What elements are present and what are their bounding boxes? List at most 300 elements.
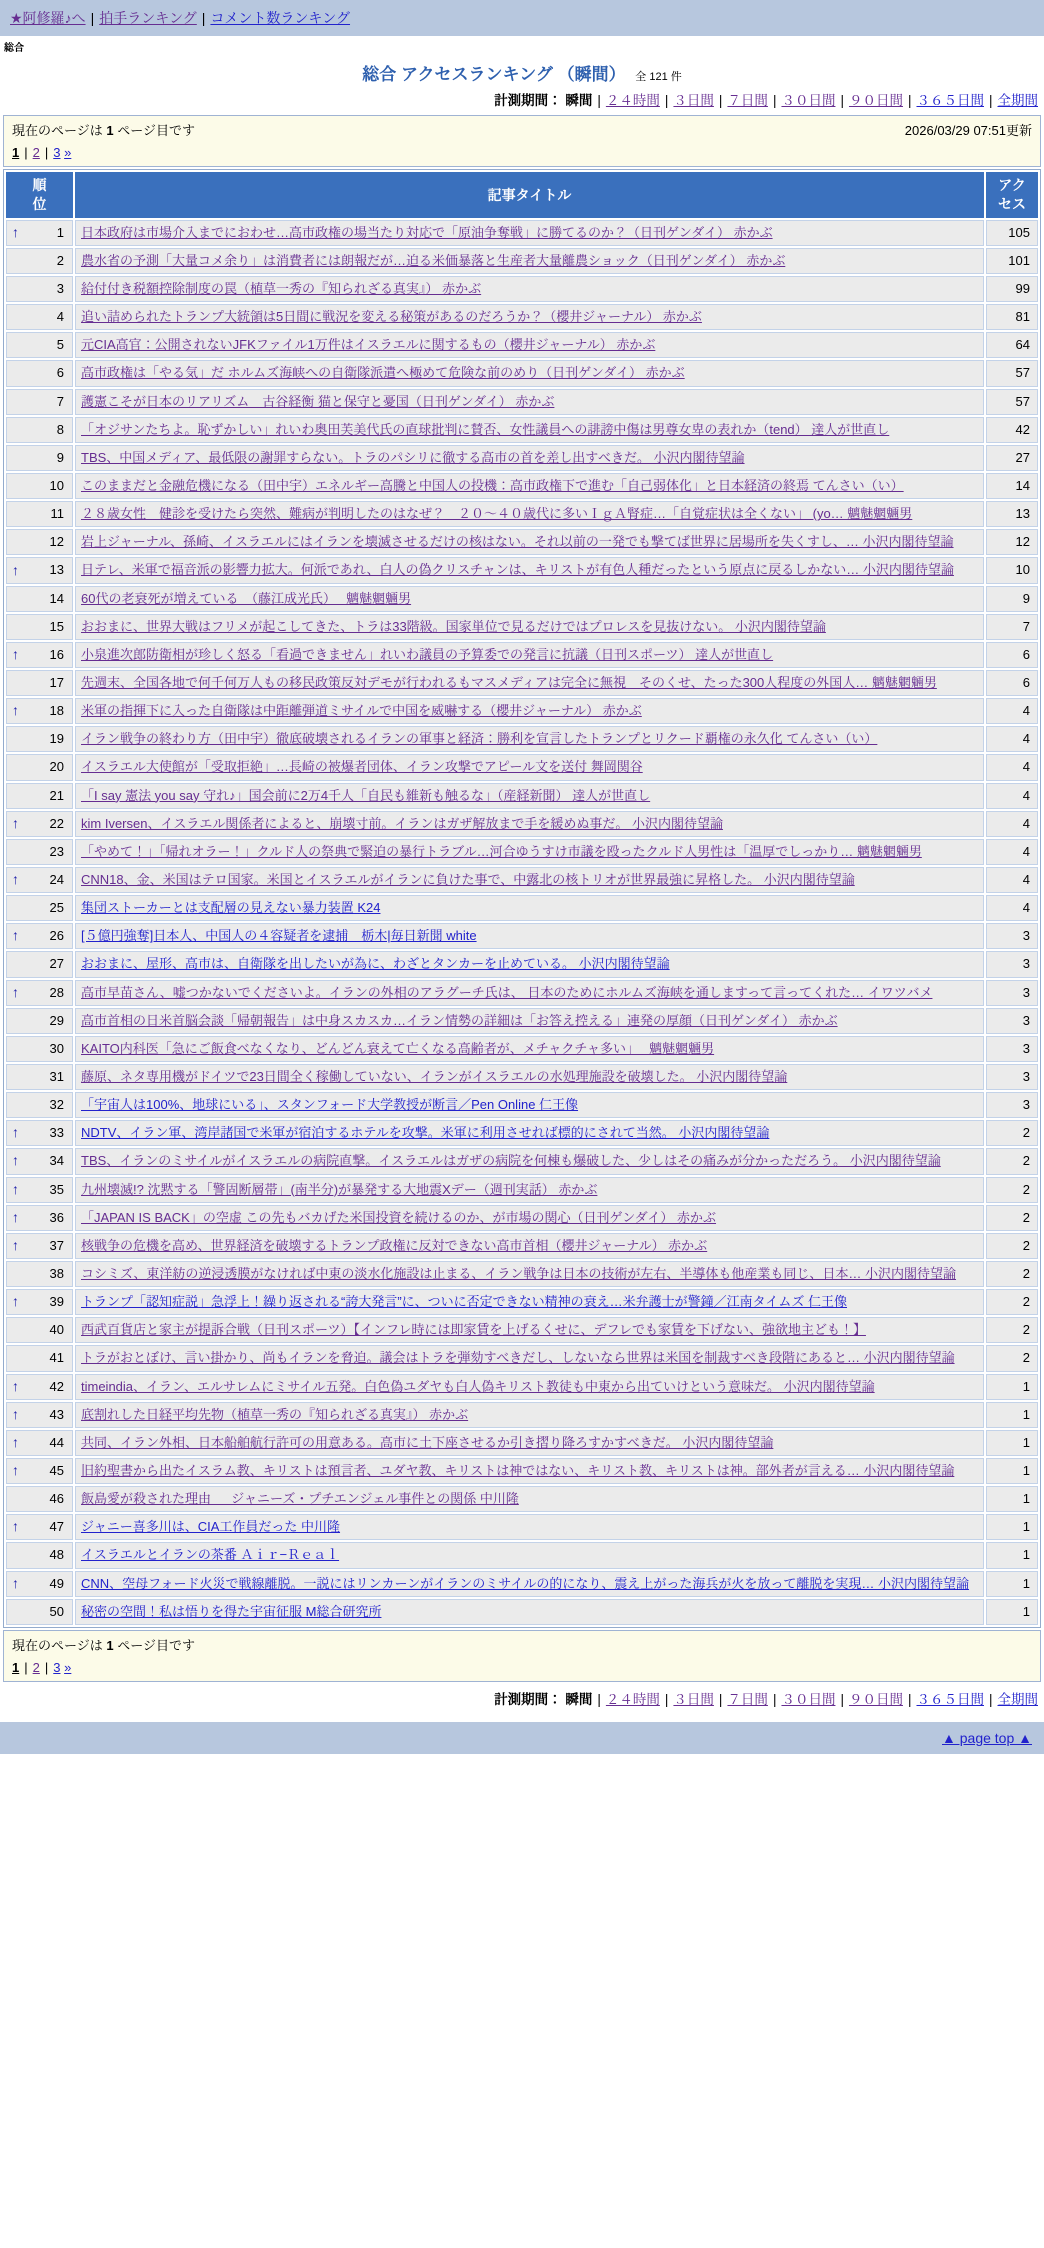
- rank-number: 41: [49, 1350, 64, 1366]
- table-row: [6, 698, 1038, 724]
- separator: |: [597, 1691, 601, 1707]
- rank-cell: [6, 389, 73, 415]
- article-link[interactable]: 日テレ、米軍で福音派の影響力拡大。何派であれ、白人の偽クリスチャンは、キリストが有色人種だったという原点に戻るしかない… 小沢内閣待望論: [81, 562, 954, 578]
- title-cell: [75, 473, 984, 499]
- rank-cell: [6, 1514, 73, 1540]
- article-link[interactable]: 「JAPAN IS BACK」の空虚 この先もバカげた米国投資を続けるのか、が市場の関心（日刊ゲンダイ） 赤かぶ: [81, 1209, 717, 1225]
- rank-cell: [6, 1008, 73, 1034]
- article-link[interactable]: KAITO内科医「急にご飯食べなくなり、どんどん衰えて亡くなる高齢者が、メチャクチャ多い」 魑魅魍魎男: [81, 1040, 715, 1056]
- rank-number: 31: [49, 1069, 64, 1084]
- rank-cell: [6, 980, 73, 1006]
- updated-timestamp: 2026/03/29 07:51更新: [904, 123, 1032, 138]
- access-count: 1: [986, 1402, 1038, 1428]
- period-current: 瞬間: [565, 93, 593, 108]
- topbar-link[interactable]: 拍手ランキング: [99, 10, 197, 26]
- rank-number: 46: [49, 1491, 64, 1507]
- rank-cell: [6, 1064, 73, 1090]
- rank-number: 14: [49, 590, 64, 606]
- title-cell: [75, 1120, 984, 1146]
- table-row: [6, 1205, 1038, 1231]
- table-row: [6, 1120, 1038, 1146]
- article-link[interactable]: 共同、イラン外相、日本船舶航行許可の用意ある。高市に土下座させるか引き摺り降ろすかすべきだ。 小沢内閣待望論: [81, 1434, 774, 1450]
- article-link[interactable]: 給付付き税額控除制度の罠（植草一秀の『知られざる真実』） 赤かぶ: [81, 281, 482, 297]
- table-row: [6, 1008, 1038, 1034]
- rank-cell: [6, 1148, 73, 1174]
- title-cell: [75, 1402, 984, 1428]
- title-cell: [75, 951, 984, 977]
- rank-cell: [6, 783, 73, 809]
- topbar: [0, 0, 1044, 36]
- title-cell: [75, 1233, 984, 1259]
- table-row: [6, 501, 1038, 527]
- period-link[interactable]: ３６５日間: [916, 1691, 984, 1707]
- table-row: [6, 1458, 1038, 1484]
- separator: |: [988, 1691, 993, 1707]
- table-row: [6, 1486, 1038, 1512]
- article-link[interactable]: kim Iversen、イスラエル関係者によると、崩壊寸前。イランはガザ解放まで手を緩めぬ事だ。 小沢内閣待望論: [81, 815, 723, 831]
- rank-cell: [6, 1374, 73, 1400]
- article-link[interactable]: 飯島愛が殺された理由 ＿ ジャニーズ・プチエンジェル事件との関係 中川隆: [81, 1491, 519, 1507]
- title-cell: [75, 557, 984, 583]
- rank-cell: [6, 614, 73, 640]
- title-cell: [75, 445, 984, 471]
- access-count: 3: [986, 951, 1038, 977]
- rank-cell: [6, 501, 73, 527]
- article-link[interactable]: トランプ「認知症説」急浮上！繰り返される“誇大発言”に、ついに否定できない精神の衰え…米弁護士が警鐘／江南タイムズ 仁王像: [81, 1294, 848, 1310]
- table-row: [6, 586, 1038, 612]
- up-arrow-icon: ↑: [12, 1434, 19, 1451]
- separator: |: [718, 1691, 723, 1707]
- rank-number: 29: [49, 1012, 64, 1028]
- title-cell: [75, 895, 984, 921]
- access-count: 2: [986, 1120, 1038, 1146]
- page-info-row: [12, 120, 1032, 139]
- article-link[interactable]: 「宇宙人は100%、地球にいる」、スタンフォード大学教授が断言／Pen Online 仁王像: [81, 1097, 579, 1113]
- up-arrow-icon: ↑: [12, 224, 19, 240]
- title-cell: [75, 1599, 984, 1625]
- table-row: [6, 1064, 1038, 1090]
- access-count: 2: [986, 1261, 1038, 1287]
- table-row: [6, 389, 1038, 415]
- rank-number: 5: [56, 337, 64, 353]
- rank-number: 44: [49, 1434, 64, 1450]
- article-link[interactable]: CNN18、金、米国はテロ国家。米国とイスラエルがイランに負けた事で、中露北の核トリオが世界最強に昇格した。 小沢内閣待望論: [81, 872, 855, 888]
- table-row: [6, 754, 1038, 780]
- rank-cell: [6, 304, 73, 330]
- title-cell: [75, 614, 984, 640]
- table-row: [6, 839, 1038, 865]
- rank-cell: [6, 417, 73, 443]
- rank-number: 40: [49, 1322, 64, 1338]
- access-count: 2: [986, 1317, 1038, 1343]
- topbar-link[interactable]: コメント数ランキング: [210, 10, 351, 26]
- rank-cell: [6, 1092, 73, 1118]
- rank-number: 35: [49, 1181, 64, 1197]
- period-link[interactable]: ２４時間: [605, 93, 660, 108]
- title-cell: [75, 726, 984, 752]
- table-row: [6, 670, 1038, 696]
- separator: |: [664, 1691, 669, 1707]
- up-arrow-icon: ↑: [12, 1574, 19, 1591]
- rank-number: 20: [49, 759, 64, 775]
- article-link[interactable]: 追い詰められたトランプ大統領は5日間に戦況を変える秘策があるのだろうか？（櫻井ジャーナル） 赤かぶ: [81, 309, 702, 325]
- title-cell: [75, 1289, 984, 1315]
- rank-number: 47: [49, 1519, 64, 1535]
- title-cell: [75, 1514, 984, 1540]
- rank-number: 32: [49, 1097, 64, 1113]
- rank-cell: [6, 923, 73, 949]
- access-count: 4: [986, 754, 1038, 780]
- rank-cell: [6, 1430, 73, 1456]
- access-count: 27: [986, 445, 1038, 471]
- period-label: 計測期間：: [494, 1691, 562, 1707]
- rank-cell: [6, 867, 73, 893]
- rank-number: 10: [49, 478, 64, 494]
- rank-cell: [6, 1458, 73, 1484]
- up-arrow-icon: ↑: [12, 814, 19, 831]
- article-link[interactable]: 農水省の予測「大量コメ余り」は消費者には朗報だが…迫る米価暴落と生産者大量離農ショック（日刊ゲンダイ） 赤かぶ: [81, 252, 786, 268]
- table-row: [6, 1092, 1038, 1118]
- table-row: [6, 1402, 1038, 1428]
- separator: |: [718, 93, 723, 108]
- table-row: [6, 304, 1038, 330]
- pagination-current-page: 1: [12, 1659, 20, 1675]
- topbar-link[interactable]: ★阿修羅♪へ: [10, 10, 86, 26]
- page-info-row: [12, 1635, 1032, 1654]
- rank-cell: [6, 473, 73, 499]
- article-link[interactable]: おおまに、屋形、高市は、自衛隊を出したいが為に、わざとタンカーを止めている。 小沢内閣待望論: [81, 956, 670, 972]
- up-arrow-icon: ↑: [12, 1208, 19, 1225]
- pagination-page-link[interactable]: 2: [32, 145, 40, 160]
- access-count: 3: [986, 980, 1038, 1006]
- article-link[interactable]: 「I say 憲法 you say 守れ♪」国会前に2万4千人「自民も維新も触るな」（産経新聞） 達人が世直し: [81, 787, 651, 803]
- article-link[interactable]: 九州壊滅!? 沈黙する「警固断層帯」(南半分)が暴発する大地震Xデー（週刊実話） 赤かぶ: [81, 1181, 598, 1197]
- separator: |: [907, 93, 912, 108]
- separator: |: [597, 93, 601, 108]
- article-link[interactable]: 小泉進次郎防衛相が珍しく怒る「看過できません」れいわ議員の予算委での発言に抗議（日刊スポーツ） 達人が世直し: [81, 646, 774, 662]
- rank-number: 30: [49, 1040, 64, 1056]
- rank-cell: [6, 1036, 73, 1062]
- rank-cell: [6, 586, 73, 612]
- access-count: 1: [986, 1430, 1038, 1456]
- period-selector-top: [0, 85, 1044, 113]
- rank-number: 23: [49, 843, 64, 859]
- period-link[interactable]: ３０日間: [781, 93, 836, 108]
- table-row: [6, 951, 1038, 977]
- rank-cell: [6, 1599, 73, 1625]
- article-link[interactable]: コシミズ、東洋紡の逆浸透膜がなければ中東の淡水化施設は止まる、イラン戦争は日本の技術が左右、半導体も他産業も同じ、日本… 小沢内閣待望論: [81, 1265, 957, 1281]
- table-row: [6, 557, 1038, 583]
- access-count: 4: [986, 726, 1038, 752]
- article-link[interactable]: 護憲こそが日本のリアリズム 古谷経衡 猫と保守と憂国（日刊ゲンダイ） 赤かぶ: [81, 393, 555, 409]
- rank-number: 6: [56, 365, 64, 381]
- article-link[interactable]: 底割れした日経平均先物（植草一秀の『知られざる真実』） 赤かぶ: [81, 1406, 469, 1422]
- article-link[interactable]: イスラエル大使館が「受取拒絶」…長崎の被爆者団体、イラン攻撃でアピール文を送付 舞岡関谷: [81, 759, 643, 775]
- table-row: [6, 1036, 1038, 1062]
- period-link[interactable]: ９０日間: [848, 1691, 903, 1707]
- period-link[interactable]: ３日間: [673, 93, 714, 108]
- access-count: 4: [986, 811, 1038, 837]
- period-current: 瞬間: [565, 1691, 593, 1707]
- title-cell: [75, 1345, 984, 1371]
- rank-cell: [6, 670, 73, 696]
- page-title-line: [0, 54, 1044, 85]
- article-link[interactable]: 西武百貨店と家主が提訴合戦（日刊スポーツ）【インフレ時には即家賃を上げるくせに、デフレでも家賃を下げない、強欲地主ども！】: [81, 1322, 866, 1338]
- access-count: 57: [986, 360, 1038, 386]
- up-arrow-icon: ↑: [12, 983, 19, 1000]
- article-link[interactable]: 秘密の空間！私は悟りを得た宇宙征服 M総合研究所: [81, 1603, 382, 1619]
- separator: |: [907, 1691, 912, 1707]
- rank-cell: [6, 642, 73, 668]
- separator: |: [664, 93, 669, 108]
- current-page-text-before: 現在のページは: [12, 123, 107, 138]
- article-link[interactable]: TBS、イランのミサイルがイスラエルの病院直撃。イスラエルはガザの病院を何棟も爆破した、少しはその痛みが分かっただろう。 小沢内閣待望論: [81, 1153, 941, 1169]
- article-link[interactable]: トラがおとぼけ、言い掛かり、尚もイランを脅迫。議会はトラを弾劾すべきだし、しないなら世界は米国を制裁すべき段階にあると… 小沢内閣待望論: [81, 1350, 955, 1366]
- period-link[interactable]: ９０日間: [848, 93, 903, 108]
- article-link[interactable]: 60代の老衰死が増えている （藤江成光氏） 魑魅魍魎男: [81, 590, 412, 606]
- access-count: 1: [986, 1458, 1038, 1484]
- pagination-page-link[interactable]: 3: [53, 1659, 61, 1675]
- pagination-next-link[interactable]: »: [64, 145, 72, 160]
- article-link[interactable]: 「オジサンたちよ。恥ずかしい」れいわ奥田芙美代氏の直球批判に賛否、女性議員への誹謗中傷は男尊女卑の表れか（tend） 達人が世直し: [81, 421, 890, 437]
- current-page-text-after: ページ目です: [113, 123, 195, 138]
- rank-number: 15: [49, 618, 64, 634]
- rank-number: 36: [49, 1209, 64, 1225]
- pagination-page-link[interactable]: 2: [32, 1659, 40, 1675]
- pagination-current-page: 1: [12, 145, 20, 160]
- rank-cell: [6, 839, 73, 865]
- access-count: 64: [986, 332, 1038, 358]
- rank-number: 49: [49, 1575, 64, 1591]
- period-link[interactable]: ３６５日間: [916, 93, 984, 108]
- article-link[interactable]: TBS、中国メディア、最低限の謝罪すらない。トラのパシリに徹する高市の首を差し出すべきだ。 小沢内閣待望論: [81, 449, 745, 465]
- table-row: [6, 332, 1038, 358]
- article-link[interactable]: 核戦争の危機を高め、世界経済を破壊するトランプ政権に反対できない高市首相（櫻井ジャーナル） 赤かぶ: [81, 1237, 708, 1253]
- separator: |: [44, 1659, 49, 1675]
- rank-number: 1: [56, 224, 64, 240]
- article-link[interactable]: イラン戦争の終わり方（田中宇）徹底破壊されるイランの軍事と経済：勝利を宣言したトランプとリクード覇権の永久化 てんさい（い）: [81, 731, 878, 747]
- article-link[interactable]: 集団ストーカーとは支配層の見えない暴力装置 K24: [81, 900, 381, 916]
- title-cell: [75, 1148, 984, 1174]
- access-count: 101: [986, 248, 1038, 274]
- rank-number: 3: [56, 281, 64, 297]
- rank-cell: [6, 332, 73, 358]
- access-count: 4: [986, 783, 1038, 809]
- table-row: [6, 529, 1038, 555]
- up-arrow-icon: ↑: [12, 1377, 19, 1394]
- article-link[interactable]: 米軍の指揮下に入った自衛隊は中距離弾道ミサイルで中国を威嚇する（櫻井ジャーナル） 赤かぶ: [81, 703, 642, 719]
- separator: |: [840, 1691, 844, 1707]
- title-cell: [75, 923, 984, 949]
- access-count: 2: [986, 1345, 1038, 1371]
- table-row: [6, 867, 1038, 893]
- article-link[interactable]: 高市政権は「やる気」だ ホルムズ海峡への自衛隊派遣へ極めて危険な前のめり（日刊ゲンダイ） 赤かぶ: [81, 365, 685, 381]
- separator: |: [840, 93, 844, 108]
- access-count: 3: [986, 1008, 1038, 1034]
- title-cell: [75, 642, 984, 668]
- separator: |: [772, 93, 777, 108]
- rank-number: 4: [56, 309, 64, 325]
- article-link[interactable]: 日本政府は市場介入までにおわせ…高市政権の場当たり対応で「原油争奪戦」に勝てるのか？（日刊ゲンダイ） 赤かぶ: [81, 224, 773, 240]
- article-link[interactable]: 高市首相の日米首脳会談「帰朝報告」は中身スカスカ…イラン情勢の詳細は「お答え控える」連発の厚顔（日刊ゲンダイ） 赤かぶ: [81, 1012, 838, 1028]
- table-row: [6, 360, 1038, 386]
- title-cell: [75, 220, 984, 246]
- title-cell: [75, 811, 984, 837]
- table-row: [6, 473, 1038, 499]
- table-row: [6, 276, 1038, 302]
- access-count: 105: [986, 220, 1038, 246]
- title-cell: [75, 1205, 984, 1231]
- rank-cell: [6, 726, 73, 752]
- title-cell: [75, 1261, 984, 1287]
- rank-cell: [6, 360, 73, 386]
- access-count: 4: [986, 895, 1038, 921]
- table-row: [6, 783, 1038, 809]
- current-page-number: 1: [106, 1637, 114, 1653]
- rank-cell: [6, 1345, 73, 1371]
- title-cell: [75, 1008, 984, 1034]
- table-row: [6, 417, 1038, 443]
- article-link[interactable]: 高市早苗さん、嘘つかないでくださいよ。イランの外相のアラグーチ氏は、 日本のためにホルムズ海峡を通しますって言ってくれた… イワツバメ: [81, 984, 933, 1000]
- rank-number: 9: [56, 449, 64, 465]
- access-count: 99: [986, 276, 1038, 302]
- article-link[interactable]: ２８歳女性 健診を受けたら突然、難病が判明したのはなぜ？ ２０～４０歳代に多いＩｇＡ腎症…「自覚症状は全くない」 (yo… 魑魅魍魎男: [81, 506, 913, 522]
- ranking-table: [3, 169, 1041, 1628]
- table-row: [6, 980, 1038, 1006]
- title-cell: [75, 529, 984, 555]
- page-info-box-top: [3, 115, 1041, 167]
- period-link[interactable]: 全期間: [997, 1691, 1038, 1707]
- table-row: [6, 1317, 1038, 1343]
- rank-number: 17: [49, 675, 64, 691]
- article-link[interactable]: 岩上ジャーナル、孫崎、イスラエルにはイランを壊滅させるだけの核はない。それ以前の一発でも撃てば世界に居場所を失くすし、… 小沢内閣待望論: [81, 534, 954, 550]
- rank-cell: [6, 1571, 73, 1597]
- period-link[interactable]: ３日間: [673, 1691, 714, 1707]
- article-link[interactable]: ジャニー喜多川は、CIA工作員だった 中川隆: [81, 1519, 341, 1535]
- rank-cell: [6, 1402, 73, 1428]
- access-count: 4: [986, 698, 1038, 724]
- rank-number: 2: [56, 252, 64, 268]
- rank-number: 25: [49, 900, 64, 916]
- access-count: 3: [986, 1036, 1038, 1062]
- up-arrow-icon: ↑: [12, 1405, 19, 1422]
- current-page-text-before: 現在のページは: [12, 1637, 107, 1653]
- article-link[interactable]: NDTV、イラン軍、湾岸諸国で米軍が宿泊するホテルを攻撃。米軍に利用させれば標的にされて当然。 小沢内閣待望論: [81, 1125, 770, 1141]
- page-top-link[interactable]: ▲ page top ▲: [942, 1729, 1032, 1746]
- access-count: 10: [986, 557, 1038, 583]
- table-row: [6, 726, 1038, 752]
- article-link[interactable]: イスラエルとイランの茶番 Ａｉｒ−Ｒｅａｌ: [81, 1547, 340, 1563]
- table-row: [6, 614, 1038, 640]
- article-link[interactable]: timeindia、イラン、エルサレムにミサイル五発。白色偽ユダヤも白人偽キリスト教徒も中東から出ていけという意味だ。 小沢内閣待望論: [81, 1378, 875, 1394]
- access-count: 2: [986, 1289, 1038, 1315]
- access-count: 1: [986, 1542, 1038, 1568]
- page-title: 総合 アクセスランキング （瞬間）: [362, 65, 626, 84]
- rank-cell: [6, 248, 73, 274]
- title-cell: [75, 1064, 984, 1090]
- separator: |: [772, 1691, 777, 1707]
- period-link[interactable]: ２４時間: [605, 1691, 660, 1707]
- article-link[interactable]: おおまに、世界大戦はフリメが起こしてきた、トラは33階級。国家単位で見るだけではプロレスを見抜けない。 小沢内閣待望論: [81, 618, 826, 634]
- rank-cell: [6, 1486, 73, 1512]
- article-link[interactable]: このままだと金融危機になる（田中宇）エネルギー高騰と中国人の投機：高市政権下で進む「自己弱体化」と日本経済の終焉 てんさい（い）: [81, 478, 904, 494]
- up-arrow-icon: ↑: [12, 927, 19, 944]
- separator: |: [24, 1659, 28, 1675]
- up-arrow-icon: ↑: [12, 1124, 19, 1141]
- article-link[interactable]: 藤原、ネタ専用機がドイツで23日間全く稼働していない、イランがイスラエルの水処理施設を破壊した。 小沢内閣待望論: [81, 1069, 788, 1084]
- category-label: 総合: [4, 43, 24, 54]
- up-arrow-icon: ↑: [12, 1462, 19, 1479]
- table-row: [6, 1571, 1038, 1597]
- rank-number: 34: [49, 1153, 64, 1169]
- access-count: 13: [986, 501, 1038, 527]
- article-link[interactable]: CNN、空母フォード火災で戦線離脱。一説にはリンカーンがイランのミサイルの的になり、震え上がった海兵が火を放って離脱を実現… 小沢内閣待望論: [81, 1575, 969, 1591]
- table-row: [6, 1599, 1038, 1625]
- total-count: 全 121 件: [635, 71, 682, 83]
- article-link[interactable]: [５億円強奪]日本人、中国人の４容疑者を逮捕 栃木|毎日新聞 white: [81, 928, 477, 944]
- topbar-links: [10, 10, 350, 26]
- rank-cell: [6, 811, 73, 837]
- table-row: [6, 895, 1038, 921]
- title-cell: [75, 980, 984, 1006]
- rank-number: 12: [49, 534, 64, 550]
- current-page-number: 1: [106, 123, 114, 138]
- access-count: 2: [986, 1233, 1038, 1259]
- separator: |: [90, 10, 95, 26]
- rank-cell: [6, 895, 73, 921]
- table-row: [6, 1514, 1038, 1540]
- rank-cell: [6, 445, 73, 471]
- up-arrow-icon: ↑: [12, 1152, 19, 1169]
- title-cell: [75, 1542, 984, 1568]
- rank-number: 48: [49, 1547, 64, 1563]
- article-link[interactable]: 旧約聖書から出たイスラム教、キリストは預言者、ユダヤ教、キリストは神ではない、キリスト教、キリストは神。部外者が言える… 小沢内閣待望論: [81, 1462, 955, 1478]
- table-row: [6, 1374, 1038, 1400]
- rank-cell: [6, 1542, 73, 1568]
- rank-number: 16: [49, 646, 64, 662]
- period-link[interactable]: ３０日間: [781, 1691, 836, 1707]
- period-link[interactable]: 全期間: [997, 93, 1038, 108]
- access-count: 4: [986, 867, 1038, 893]
- table-header-row: [6, 172, 1038, 218]
- pagination-page-link[interactable]: 3: [53, 145, 61, 160]
- period-link[interactable]: ７日間: [727, 93, 768, 108]
- header-rank: 順位: [6, 172, 73, 218]
- article-link[interactable]: 「やめて！」「帰れオラー！」クルド人の祭典で緊迫の暴行トラブル…河合ゆうすけ市議を殴ったクルド人男性は「温厚でしっかり… 魑魅魍魎男: [81, 843, 922, 859]
- rank-number: 26: [49, 928, 64, 944]
- period-label: 計測期間：: [494, 93, 562, 108]
- rank-number: 8: [56, 421, 64, 437]
- rank-cell: [6, 1317, 73, 1343]
- rank-cell: [6, 276, 73, 302]
- rank-number: 43: [49, 1406, 64, 1422]
- pagination-next-link[interactable]: »: [64, 1659, 72, 1675]
- article-link[interactable]: 先週末、全国各地で何千何万人もの移民政策反対デモが行われるもマスメディアは完全に無視 そのくせ、たった300人程度の外国人… 魑魅魍魎男: [81, 675, 937, 691]
- up-arrow-icon: ↑: [12, 1237, 19, 1254]
- pagination-bottom: [12, 1654, 1032, 1677]
- current-page-text: [12, 1635, 195, 1654]
- title-cell: [75, 698, 984, 724]
- pagination-top: [12, 139, 1032, 162]
- article-link[interactable]: 元CIA高官：公開されないJFKファイル1万件はイスラエルに関するもの（櫻井ジャーナル） 赤かぶ: [81, 337, 656, 353]
- table-row: [6, 1345, 1038, 1371]
- table-row: [6, 1148, 1038, 1174]
- period-link[interactable]: ７日間: [727, 1691, 768, 1707]
- title-cell: [75, 501, 984, 527]
- rank-number: 45: [49, 1462, 64, 1478]
- rank-number: 19: [49, 731, 64, 747]
- rank-cell: [6, 1289, 73, 1315]
